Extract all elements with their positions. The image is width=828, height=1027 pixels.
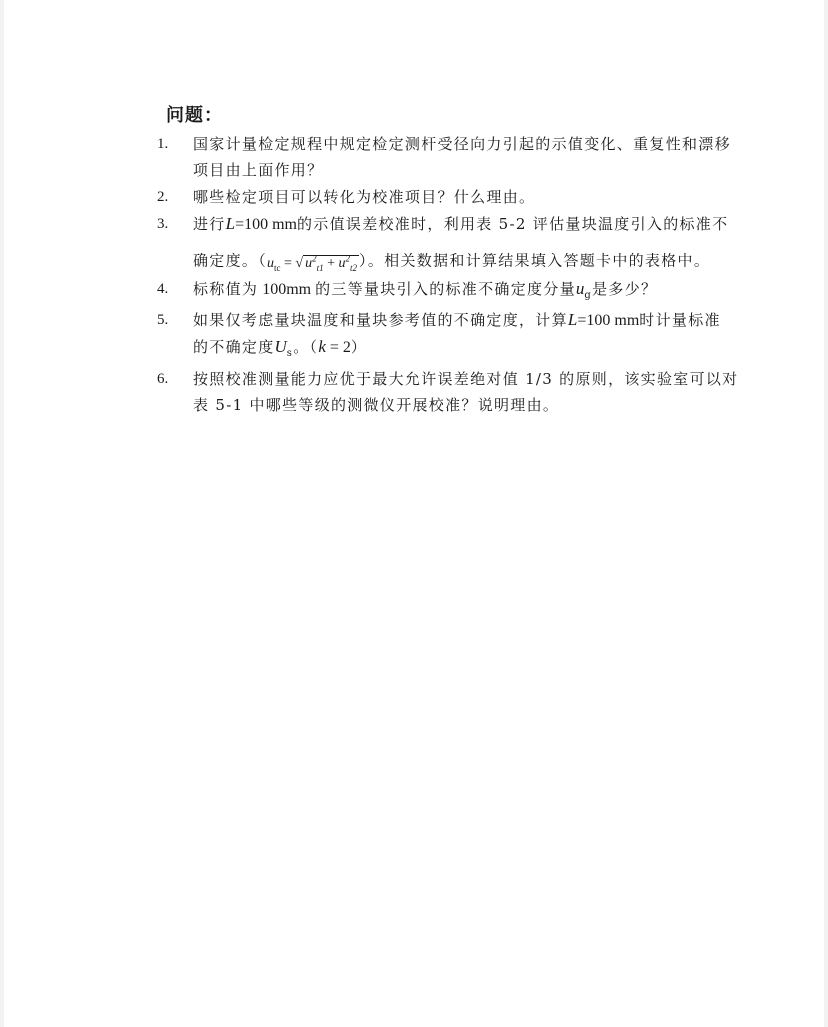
value-text: 100mm <box>258 281 316 298</box>
page-edge-left <box>0 0 4 1027</box>
text-segment: 如果仅考虑量块温度和量块参考值的不确定度，计算 <box>193 311 568 329</box>
text-segment: 的示值误差校准时，利用表 5-2 评估量块温度引入的标准不 <box>297 215 729 233</box>
text-segment: 是多少？ <box>592 280 658 298</box>
text-line: 国家计量检定规程中规定检定测杆受径向力引起的示值变化、重复性和漂移 <box>193 135 731 153</box>
question-3 <box>157 211 747 279</box>
variable-u-sub: g <box>584 290 593 301</box>
text-line: 表 5-1 中哪些等级的测微仪开展校准？说明理由。 <box>193 396 560 414</box>
question-text <box>193 307 747 367</box>
question-6 <box>157 366 747 418</box>
text-line <box>193 211 747 238</box>
formula-term-b-sub: t2 <box>350 262 358 273</box>
formula-lhs-sub: tc <box>274 262 281 273</box>
section-heading: 问题： <box>166 105 223 126</box>
question-text <box>193 211 747 279</box>
text-segment: ） <box>350 338 368 356</box>
variable-U-sub: s <box>286 348 294 359</box>
variable-k: k <box>318 337 326 356</box>
text-segment: 的不确定度 <box>193 338 275 356</box>
question-number: 1. <box>157 136 169 152</box>
formula-eq: = <box>280 255 296 271</box>
text-line: 按照校准测量能力应优于最大允许误差绝对值 1/3 的原则，该实验室可以对 <box>193 370 739 388</box>
question-number: 5. <box>157 312 169 328</box>
text-line <box>193 244 747 279</box>
value-text: = 2 <box>325 339 351 356</box>
text-segment: 。（ <box>293 338 319 356</box>
sqrt-symbol: √ <box>295 255 304 271</box>
question-2 <box>157 184 747 210</box>
page-edge-right <box>824 0 828 1027</box>
question-text <box>193 276 747 309</box>
text-line <box>193 276 747 309</box>
text-line <box>193 307 747 334</box>
question-4 <box>157 276 747 309</box>
value-text: =100 mm <box>235 216 297 233</box>
question-number: 4. <box>157 281 169 297</box>
variable-u: u <box>575 279 585 298</box>
question-number: 3. <box>157 216 169 232</box>
formula-term-a-sup: 2 <box>312 253 317 263</box>
question-number: 6. <box>157 371 169 387</box>
text-segment: 进行 <box>193 215 226 233</box>
text-line: 哪些检定项目可以转化为校准项目？什么理由。 <box>193 188 536 206</box>
question-1 <box>157 131 747 183</box>
formula-plus: + <box>323 255 339 271</box>
text-line: 项目由上面作用？ <box>193 161 324 179</box>
text-segment: 确定度。（ <box>193 251 268 270</box>
text-segment: 时计量标准 <box>639 311 721 329</box>
formula-term-b-sup: 2 <box>345 253 351 263</box>
question-number: 2. <box>157 189 169 205</box>
variable-U: U <box>274 337 287 356</box>
question-text <box>193 366 747 418</box>
question-text <box>193 131 747 183</box>
formula-term-b: u <box>338 255 346 271</box>
formula <box>267 253 359 273</box>
value-text: =100 mm <box>577 312 640 329</box>
variable-L: L <box>225 214 236 233</box>
text-segment: 标称值为 <box>193 280 259 298</box>
question-text <box>193 184 747 210</box>
text-segment: 的三等量块引入的标准不确定度分量 <box>315 280 576 298</box>
formula-lhs: u <box>267 255 275 271</box>
formula-term-a: u <box>305 255 313 271</box>
question-5 <box>157 307 747 367</box>
formula-term-a-sub: t1 <box>316 262 324 273</box>
text-segment: ）。相关数据和计算结果填入答题卡中的表格中。 <box>359 251 711 270</box>
variable-L: L <box>567 310 578 329</box>
sqrt-body <box>303 255 359 271</box>
text-line <box>193 334 747 367</box>
